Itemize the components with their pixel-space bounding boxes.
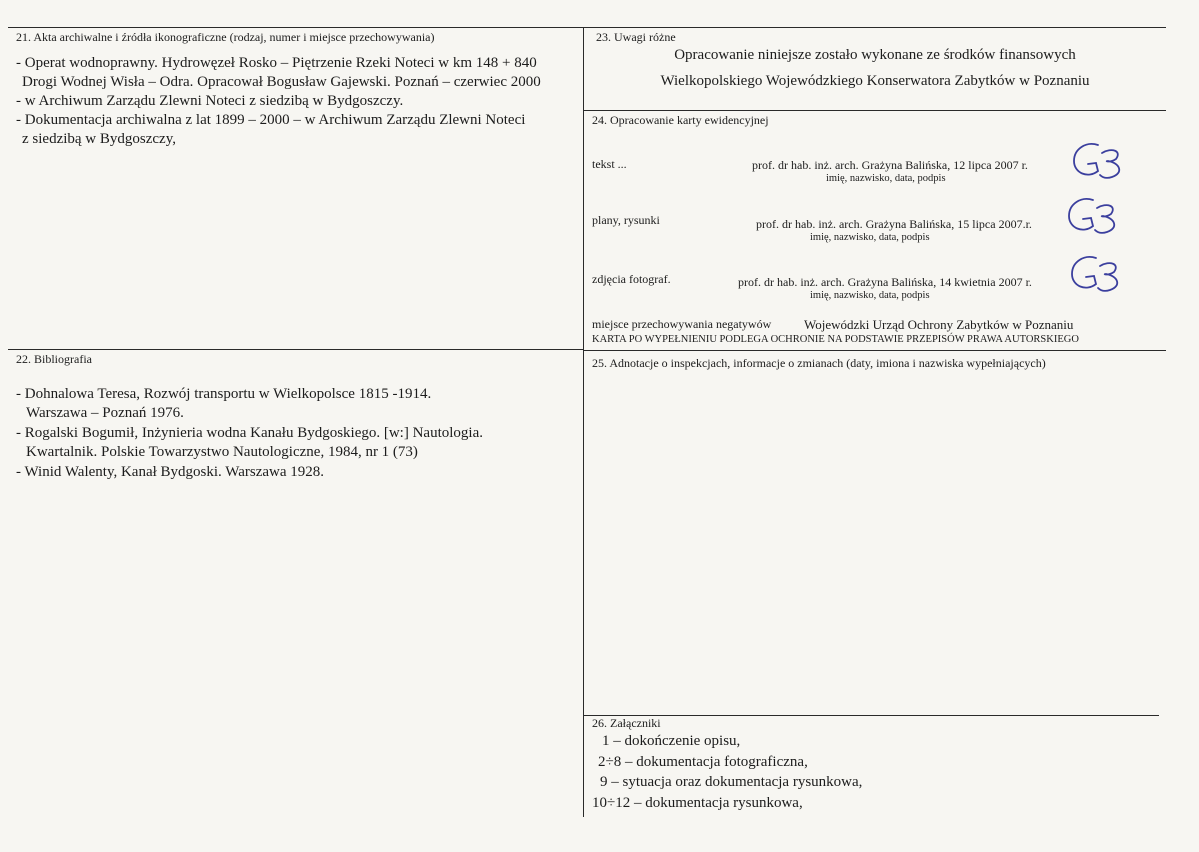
section24-row-caption: imię, nazwisko, data, podpis: [810, 290, 930, 301]
section22-line-5: - Winid Walenty, Kanał Bydgoski. Warszawa 1928.: [16, 464, 325, 480]
signature-icon: [1068, 139, 1130, 190]
section26-header: 26. Załączniki: [592, 716, 661, 730]
section21-line-4: - Dokumentacja archiwalna z lat 1899 – 2000 – w Archiwum Zarządu Zlewni Noteci: [16, 112, 526, 128]
section24-row-caption: imię, nazwisko, data, podpis: [826, 173, 946, 184]
section26-line-1: 1 – dokończenie opisu,: [602, 733, 741, 749]
section24-row-value: prof. dr hab. inż. arch. Grażyna Balińska, 15 lipca 2007.r.: [756, 217, 1032, 231]
divider-23-24: [584, 110, 1166, 111]
section24-row-label: zdjęcia fotograf.: [592, 272, 671, 286]
section21-line-3: - w Archiwum Zarządu Zlewni Noteci z siedzibą w Bydgoszczy.: [16, 93, 404, 109]
section24-row-value: prof. dr hab. inż. arch. Grażyna Balińska, 14 kwietnia 2007 r.: [738, 275, 1032, 289]
section21-header: 21. Akta archiwalne i źródła ikonograficzne (rodzaj, numer i miejsce przechowywania): [16, 30, 435, 44]
section22-line-4: Kwartalnik. Polskie Towarzystwo Nautologiczne, 1984, nr 1 (73): [26, 444, 418, 460]
section21-line-5: z siedzibą w Bydgoszczy,: [22, 131, 176, 147]
section24-row-label: plany, rysunki: [592, 213, 660, 227]
divider-24-25: [584, 350, 1166, 351]
top-border: [8, 27, 1166, 28]
section24-row-value: prof. dr hab. inż. arch. Grażyna Balińska, 12 lipca 2007 r.: [752, 158, 1028, 172]
section25-header: 25. Adnotacje o inspekcjach, informacje o zmianach (daty, imiona i nazwiska wypełniających): [592, 356, 1046, 370]
section22-line-2: Warszawa – Poznań 1976.: [26, 405, 184, 421]
section23-header: 23. Uwagi różne: [596, 30, 676, 44]
negatives-value: Wojewódzki Urząd Ochrony Zabytków w Poznaniu: [804, 317, 1074, 332]
section21-line-1: - Operat wodnoprawny. Hydrowęzeł Rosko – Piętrzenie Rzeki Noteci w km 148 + 840: [16, 55, 537, 71]
section22-line-3: - Rogalski Bogumił, Inżynieria wodna Kanału Bydgoskiego. [w:] Nautologia.: [16, 425, 483, 441]
section23-line-2: Wielkopolskiego Wojewódzkiego Konserwatora Zabytków w Poznaniu: [660, 73, 1090, 89]
divider-21-22: [8, 349, 584, 350]
center-divider: [583, 27, 584, 817]
section22-line-1: - Dohnalowa Teresa, Rozwój transportu w Wielkopolsce 1815 -1914.: [16, 386, 432, 402]
section23-line-1: Opracowanie niniejsze zostało wykonane ze środków finansowych: [674, 47, 1076, 63]
section26-line-2: 2÷8 – dokumentacja fotograficzna,: [598, 754, 808, 770]
section24-row-label: tekst ...: [592, 157, 627, 171]
section24-row-caption: imię, nazwisko, data, podpis: [810, 232, 930, 243]
section26-line-4: 10÷12 – dokumentacja rysunkowa,: [592, 795, 803, 811]
section24-header: 24. Opracowanie karty ewidencyjnej: [592, 113, 769, 127]
section21-line-2: Drogi Wodnej Wisła – Odra. Opracował Bogusław Gajewski. Poznań – czerwiec 2000: [22, 74, 541, 90]
negatives-label: miejsce przechowywania negatywów: [592, 317, 772, 331]
signature-icon: [1063, 194, 1125, 245]
copyright-note: KARTA PO WYPEŁNIENIU PODLEGA OCHRONIE NA PODSTAWIE PRZEPISÓW PRAWA AUTORSKIEGO: [592, 334, 1079, 345]
section26-line-3: 9 – sytuacja oraz dokumentacja rysunkowa,: [600, 774, 863, 790]
divider-25-26: [584, 715, 1159, 716]
signature-icon: [1066, 252, 1128, 303]
section22-header: 22. Bibliografia: [16, 352, 92, 366]
